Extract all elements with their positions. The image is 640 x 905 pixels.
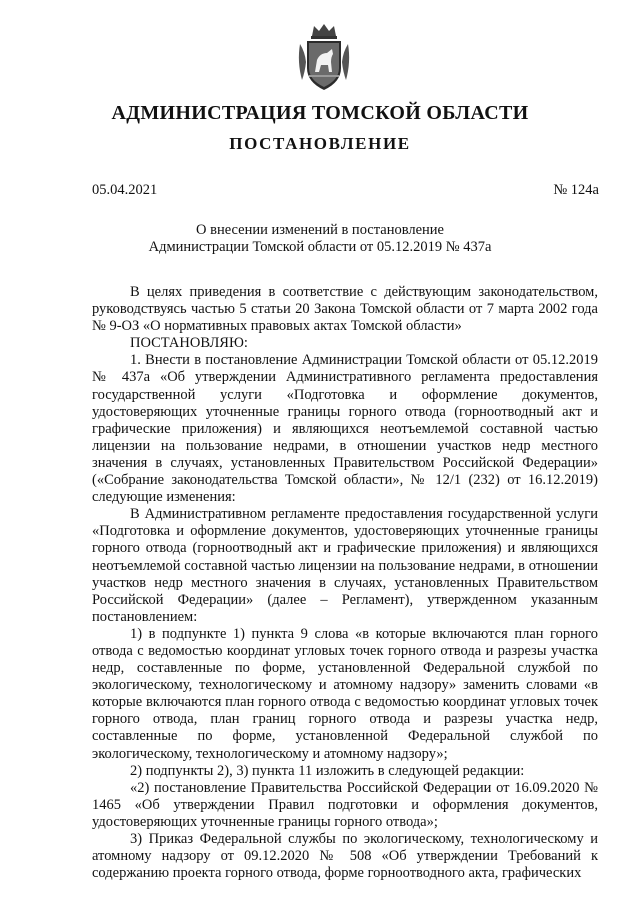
body-paragraph: В Административном регламенте предоставления государственной услуги «Подготовка и оформление документов, удостоверяющих уточненные границы горного отвода (горноотводный акт и графические приложения) и являющихся неотъемлемой составной частью лицензии на пользование недрами, в отношении участков недр местного значения в случаях, установленных Правительством Российской Федерации» (далее – Регламент), утвержденном указанным постановлением: xyxy=(92,506,598,625)
subject-line: Администрации Томской области от 05.12.2019 № 437а xyxy=(148,239,492,255)
body-paragraph: 2) подпункты 2), 3) пункта 11 изложить в следующей редакции: xyxy=(130,762,525,779)
organization-title: АДМИНИСТРАЦИЯ ТОМСКОЙ ОБЛАСТИ xyxy=(111,102,529,124)
body-paragraph: 3) Приказ Федеральной службы по экологическому, технологическому и атомному надзору от 09.12.2020 № 508 «Об утверждении Требований к содержанию проекта горного отвода, форме горноотводного акта, графических xyxy=(92,831,598,882)
document-body xyxy=(92,284,598,882)
document-date: 05.04.2021 xyxy=(92,182,158,198)
document-number: № 124а xyxy=(553,182,599,198)
document-subject xyxy=(0,222,640,256)
body-paragraph: «2) постановление Правительства Российской Федерации от 16.09.2020 № 1465 «Об утверждении Правил подготовки и оформления документов, удостоверяющих уточненные границы горного отвода»; xyxy=(92,779,598,830)
body-paragraph: В целях приведения в соответствие с действующим законодательством, руководствуясь частью 5 статьи 20 Закона Томской области от 7 марта 2002 года № 9-ОЗ «О нормативных правовых актах Томской области» xyxy=(92,284,598,335)
subject-line: О внесении изменений в постановление xyxy=(196,222,444,238)
resolution-heading: ПОСТАНОВЛЯЮ: xyxy=(130,335,248,352)
body-paragraph: 1. Внести в постановление Администрации Томской области от 05.12.2019 № 437а «Об утверждении Административного регламента предоставления государственной услуги «Подготовка и оформление документов, удостоверяющих уточненные границы горного отвода (горноотводный акт и графические приложения) и являющихся неотъемлемой составной частью лицензии на пользование недрами, в отношении участков недр местного значения в случаях, установленных Правительством Российской Федерации» («Собрание законодательства Томской области», № 12/1 (232) от 16.12.2019) следующие изменения: xyxy=(92,352,598,506)
document-type: ПОСТАНОВЛЕНИЕ xyxy=(229,134,411,153)
coat-of-arms-icon xyxy=(296,22,352,94)
body-paragraph: 1) в подпункте 1) пункта 9 слова «в которые включаются план горного отвода с ведомостью координат угловых точек горного отвода и разрезы участка недр, составленные по форме, установленной Федеральной службой по экологическому, технологическому и атомному надзору» заменить словами «в которые включаются план горного отвода с ведомостью координат угловых точек горного отвода, план границ горного отвода и разрезы участка недр, составленные по форме, установленной Федеральной службой по экологическому, технологическому и атомному надзору»; xyxy=(92,625,598,762)
